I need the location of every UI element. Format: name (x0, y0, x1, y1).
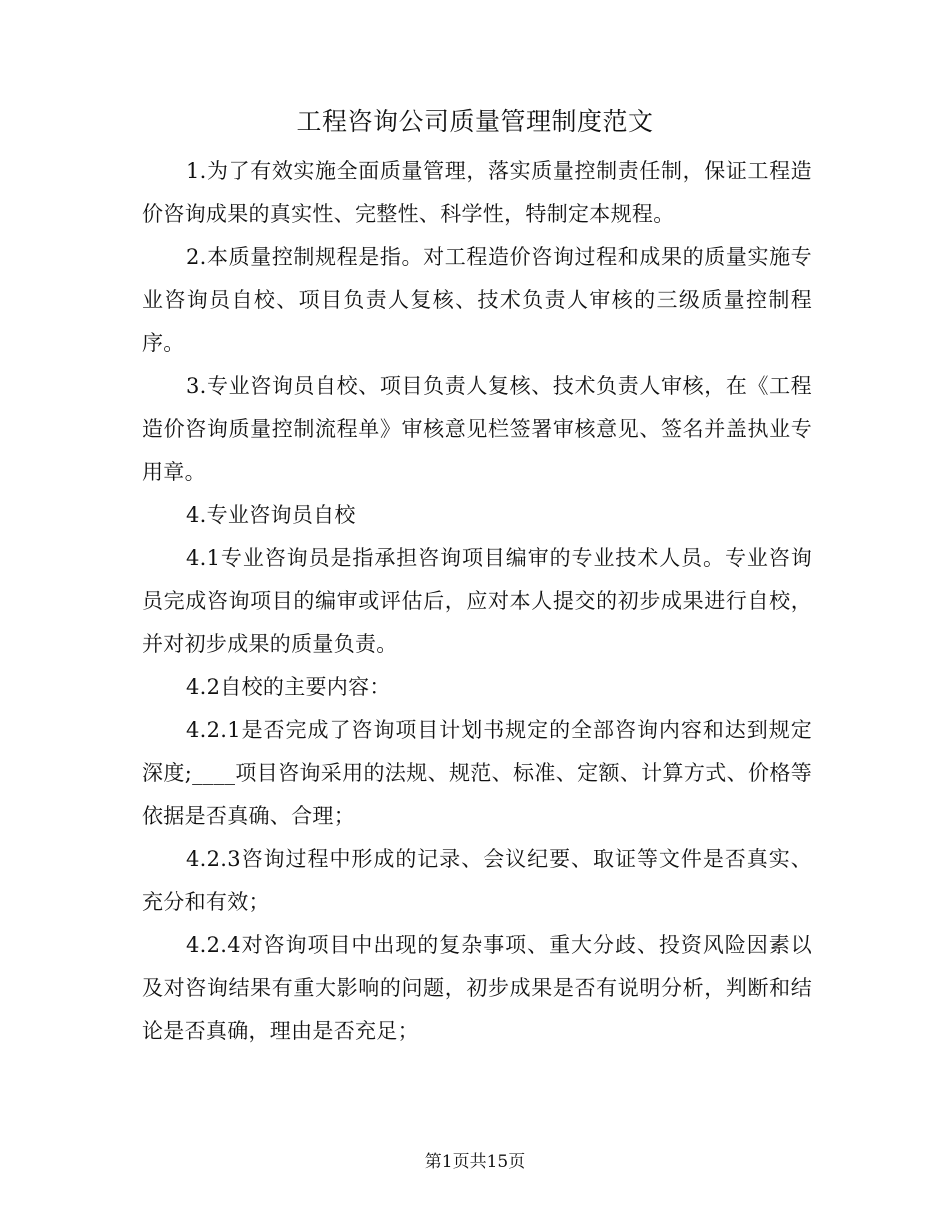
subsection-heading: 4.2自校的主要内容： (186, 675, 391, 699)
paragraph: 3.专业咨询员自校、项目负责人复核、技术负责人审核，在《工程造价咨询质量控制流程单》审核意见栏签署审核意见、签名并盖执业专用章。 (142, 374, 812, 484)
paragraph: 4.2.1是否完成了咨询项目计划书规定的全部咨询内容和达到规定深度;____项目咨询采用的法规、规范、标准、定额、计算方式、价格等依据是否真确、合理； (142, 718, 812, 828)
paragraph: 2.本质量控制规程是指。对工程造价咨询过程和成果的质量实施专业咨询员自校、项目负责人复核、技术负责人审核的三级质量控制程序。 (142, 245, 812, 355)
section-heading: 4.专业咨询员自校 (186, 503, 356, 527)
paragraph: 4.1专业咨询员是指承担咨询项目编审的专业技术人员。专业咨询员完成咨询项目的编审或评估后，应对本人提交的初步成果进行自校，并对初步成果的质量负责。 (142, 546, 812, 656)
paragraph: 4.2.4对咨询项目中出现的复杂事项、重大分歧、投资风险因素以及对咨询结果有重大影响的问题，初步成果是否有说明分析，判断和结论是否真确，理由是否充足； (142, 933, 812, 1043)
document-body (142, 150, 812, 1053)
paragraph: 1.为了有效实施全面质量管理，落实质量控制责任制，保证工程造价咨询成果的真实性、完整性、科学性，特制定本规程。 (142, 159, 812, 226)
paragraph: 4.2.3咨询过程中形成的记录、会议纪要、取证等文件是否真实、充分和有效； (142, 847, 812, 914)
page-number-footer: 第1页共15页 (424, 1152, 526, 1172)
document-title: 工程咨询公司质量管理制度范文 (296, 107, 654, 136)
